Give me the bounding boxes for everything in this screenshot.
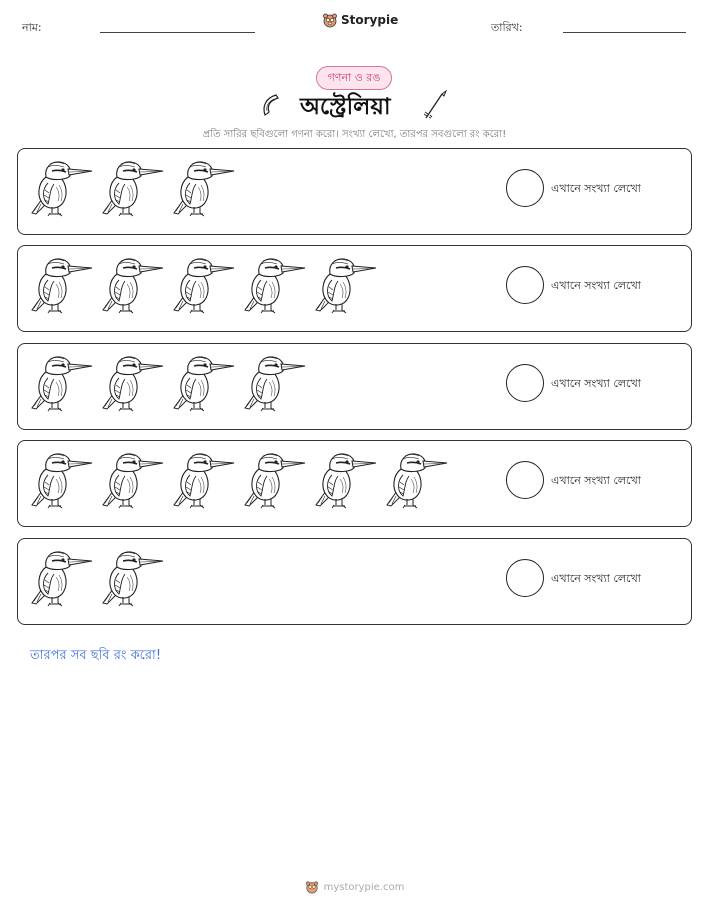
footer: [0, 880, 709, 894]
kookaburra-icon: [99, 449, 164, 511]
bird-group: [28, 547, 164, 617]
brand-name: Storypie: [341, 13, 399, 27]
kookaburra-icon: [28, 547, 93, 609]
date-line[interactable]: [563, 32, 686, 33]
answer-prompt: এখানে সংখ্যা লেখো: [551, 182, 641, 195]
kookaburra-icon: [99, 157, 164, 219]
worksheet-title: অস্ট্রেলিয়া: [300, 94, 391, 120]
storypie-bear-icon: [322, 12, 338, 28]
instruction-text: প্রতি সারির ছবিগুলো গণনা করো। সংখ্যা লেখো, তারপর সবগুলো রং করো!: [202, 129, 507, 140]
kookaburra-icon: [28, 157, 93, 219]
kookaburra-icon: [241, 352, 306, 414]
date-label: তারিখ:: [491, 21, 523, 34]
worksheet-tag-text: গণনা ও রঙ: [327, 70, 381, 84]
color-instruction: তারপর সব ছবি রং করো!: [30, 648, 162, 663]
answer-circle[interactable]: [506, 559, 544, 597]
kookaburra-icon: [28, 449, 93, 511]
kookaburra-icon: [99, 547, 164, 609]
storypie-bear-icon: [305, 880, 319, 894]
answer-circle[interactable]: [506, 169, 544, 207]
kookaburra-icon: [241, 449, 306, 511]
footer-url[interactable]: mystorypie.com: [323, 881, 405, 893]
counting-row: [17, 148, 692, 235]
spear-icon: [422, 90, 448, 120]
answer-prompt: এখানে সংখ্যা লেখো: [551, 279, 641, 292]
counting-row: [17, 538, 692, 625]
name-label: নাম:: [22, 21, 42, 34]
kookaburra-icon: [99, 254, 164, 316]
kookaburra-icon: [312, 449, 377, 511]
bird-group: [28, 254, 377, 324]
kookaburra-icon: [170, 157, 235, 219]
counting-row: [17, 343, 692, 430]
kookaburra-icon: [312, 254, 377, 316]
answer-prompt: এখানে সংখ্যা লেখো: [551, 474, 641, 487]
kookaburra-icon: [28, 254, 93, 316]
answer-circle[interactable]: [506, 266, 544, 304]
answer-prompt: এখানে সংখ্যা লেখো: [551, 572, 641, 585]
bird-group: [28, 157, 235, 227]
counting-row: [17, 245, 692, 332]
worksheet-tag: [316, 66, 392, 90]
counting-row: [17, 440, 692, 527]
brand-logo: [322, 12, 398, 28]
name-line[interactable]: [100, 32, 255, 33]
boomerang-icon: [258, 92, 284, 118]
answer-circle[interactable]: [506, 364, 544, 402]
kookaburra-icon: [170, 449, 235, 511]
kookaburra-icon: [383, 449, 448, 511]
kookaburra-icon: [241, 254, 306, 316]
answer-circle[interactable]: [506, 461, 544, 499]
answer-prompt: এখানে সংখ্যা লেখো: [551, 377, 641, 390]
bird-group: [28, 449, 448, 519]
kookaburra-icon: [170, 254, 235, 316]
kookaburra-icon: [28, 352, 93, 414]
bird-group: [28, 352, 306, 422]
kookaburra-icon: [170, 352, 235, 414]
kookaburra-icon: [99, 352, 164, 414]
